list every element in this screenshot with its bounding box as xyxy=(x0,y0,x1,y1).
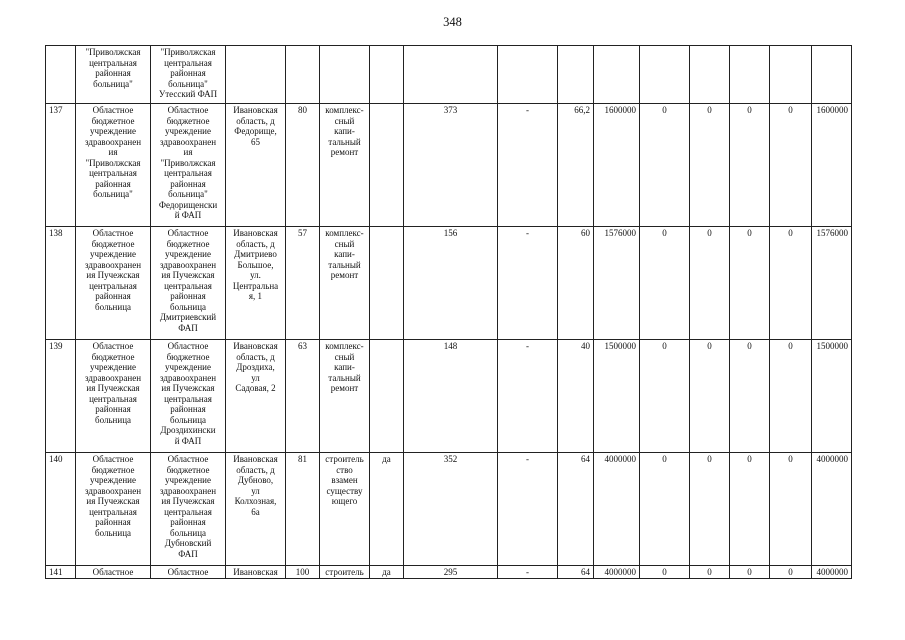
page-number: 348 xyxy=(443,15,462,29)
cell-value: 148 xyxy=(404,340,498,453)
cell-value: - xyxy=(498,566,558,579)
cell-institution: "Приволжская центральная районная больница" xyxy=(76,46,151,104)
cell-total: 1600000 xyxy=(812,104,852,227)
cell-total xyxy=(812,46,852,104)
cell-value: 0 xyxy=(770,104,812,227)
cell-institution: Областное бюджетное учреждение здравоохранен ия Пучежская центральная районная больница xyxy=(76,453,151,566)
cell-value xyxy=(690,46,730,104)
cell-value xyxy=(286,46,320,104)
cell-number xyxy=(46,46,76,104)
cell-value xyxy=(498,46,558,104)
cell-value: 0 xyxy=(640,340,690,453)
cell-total: 4000000 xyxy=(812,566,852,579)
cell-value: 0 xyxy=(640,453,690,566)
cell-value: - xyxy=(498,340,558,453)
cell-value: 64 xyxy=(558,566,594,579)
cell-amount: 1500000 xyxy=(594,340,640,453)
table-row xyxy=(46,227,852,340)
cell-value: 352 xyxy=(404,453,498,566)
cell-value: 0 xyxy=(730,227,770,340)
cell-value: 0 xyxy=(730,566,770,579)
table-row xyxy=(46,453,852,566)
cell-amount: 4000000 xyxy=(594,566,640,579)
cell-facility: Областное бюджетное учреждение здравоохранен ия "Приволжская центральная районная больница" Федорищенски й ФАП xyxy=(151,104,226,227)
cell-value: 373 xyxy=(404,104,498,227)
cell-value: 0 xyxy=(640,227,690,340)
cell-value: 156 xyxy=(404,227,498,340)
cell-value: 0 xyxy=(770,453,812,566)
cell-facility: Областное бюджетное учреждение здравоохранен ия Пучежская центральная районная больница Дубновский ФАП xyxy=(151,453,226,566)
cell-value: 0 xyxy=(690,453,730,566)
cell-flag xyxy=(370,340,404,453)
cell-amount: 1576000 xyxy=(594,227,640,340)
cell-value: 0 xyxy=(640,104,690,227)
table-row xyxy=(46,46,852,104)
cell-value: 81 xyxy=(286,453,320,566)
cell-institution: Областное бюджетное учреждение здравоохранен ия Пучежская центральная районная больница xyxy=(76,340,151,453)
cell-value: - xyxy=(498,104,558,227)
cell-number: 139 xyxy=(46,340,76,453)
cell-work-type: комплекс- сный капи- тальный ремонт xyxy=(320,227,370,340)
table-row xyxy=(46,340,852,453)
cell-value: 0 xyxy=(730,453,770,566)
cell-flag: да xyxy=(370,453,404,566)
cell-facility: Областное бюджетное учреждение здравоохранен ия Пучежская центральная районная больница Дроздихински й ФАП xyxy=(151,340,226,453)
cell-value: 80 xyxy=(286,104,320,227)
cell-value: 0 xyxy=(770,566,812,579)
cell-work-type: комплекс- сный капи- тальный ремонт xyxy=(320,104,370,227)
cell-facility: Областное xyxy=(151,566,226,579)
cell-work-type xyxy=(320,46,370,104)
cell-flag xyxy=(370,227,404,340)
cell-address: Ивановская область, д Федорище, 65 xyxy=(226,104,286,227)
cell-address: Ивановская область, д Дмитриево Большое, ул. Центральна я, 1 xyxy=(226,227,286,340)
cell-value xyxy=(404,46,498,104)
cell-value xyxy=(770,46,812,104)
cell-amount: 4000000 xyxy=(594,453,640,566)
cell-facility: Областное бюджетное учреждение здравоохранен ия Пучежская центральная районная больница Дмитриевский ФАП xyxy=(151,227,226,340)
register-table xyxy=(45,45,852,579)
cell-address: Ивановская xyxy=(226,566,286,579)
cell-flag xyxy=(370,104,404,227)
cell-flag xyxy=(370,46,404,104)
cell-value: 0 xyxy=(730,340,770,453)
cell-work-type: строитель xyxy=(320,566,370,579)
table-row xyxy=(46,104,852,227)
cell-value: 0 xyxy=(690,227,730,340)
cell-value: 0 xyxy=(640,566,690,579)
cell-value xyxy=(730,46,770,104)
cell-institution: Областное бюджетное учреждение здравоохранен ия Пучежская центральная районная больница xyxy=(76,227,151,340)
cell-value: 0 xyxy=(770,227,812,340)
cell-total: 1576000 xyxy=(812,227,852,340)
cell-total: 1500000 xyxy=(812,340,852,453)
cell-amount: 1600000 xyxy=(594,104,640,227)
cell-value: - xyxy=(498,453,558,566)
cell-value: 40 xyxy=(558,340,594,453)
cell-value: 0 xyxy=(690,566,730,579)
cell-amount xyxy=(594,46,640,104)
cell-institution: Областное бюджетное учреждение здравоохранен ия "Приволжская центральная районная больница" xyxy=(76,104,151,227)
cell-value: 0 xyxy=(690,104,730,227)
cell-value: 63 xyxy=(286,340,320,453)
cell-value: 66,2 xyxy=(558,104,594,227)
table-row xyxy=(46,566,852,579)
cell-address: Ивановская область, д Дроздиха, ул Садовая, 2 xyxy=(226,340,286,453)
cell-work-type: комплекс- сный капи- тальный ремонт xyxy=(320,340,370,453)
cell-value: 64 xyxy=(558,453,594,566)
cell-value: 0 xyxy=(690,340,730,453)
cell-total: 4000000 xyxy=(812,453,852,566)
cell-address xyxy=(226,46,286,104)
cell-value: 0 xyxy=(770,340,812,453)
cell-number: 141 xyxy=(46,566,76,579)
cell-number: 140 xyxy=(46,453,76,566)
cell-value: 0 xyxy=(730,104,770,227)
cell-value xyxy=(640,46,690,104)
cell-value xyxy=(558,46,594,104)
cell-value: 57 xyxy=(286,227,320,340)
cell-facility: "Приволжская центральная районная больница" Утесский ФАП xyxy=(151,46,226,104)
cell-work-type: строитель ство взамен существу ющего xyxy=(320,453,370,566)
cell-value: 295 xyxy=(404,566,498,579)
cell-flag: да xyxy=(370,566,404,579)
cell-value: 100 xyxy=(286,566,320,579)
cell-number: 138 xyxy=(46,227,76,340)
cell-value: 60 xyxy=(558,227,594,340)
cell-institution: Областное xyxy=(76,566,151,579)
cell-value: - xyxy=(498,227,558,340)
cell-number: 137 xyxy=(46,104,76,227)
cell-address: Ивановская область, д Дубново, ул Колхозная, 6а xyxy=(226,453,286,566)
